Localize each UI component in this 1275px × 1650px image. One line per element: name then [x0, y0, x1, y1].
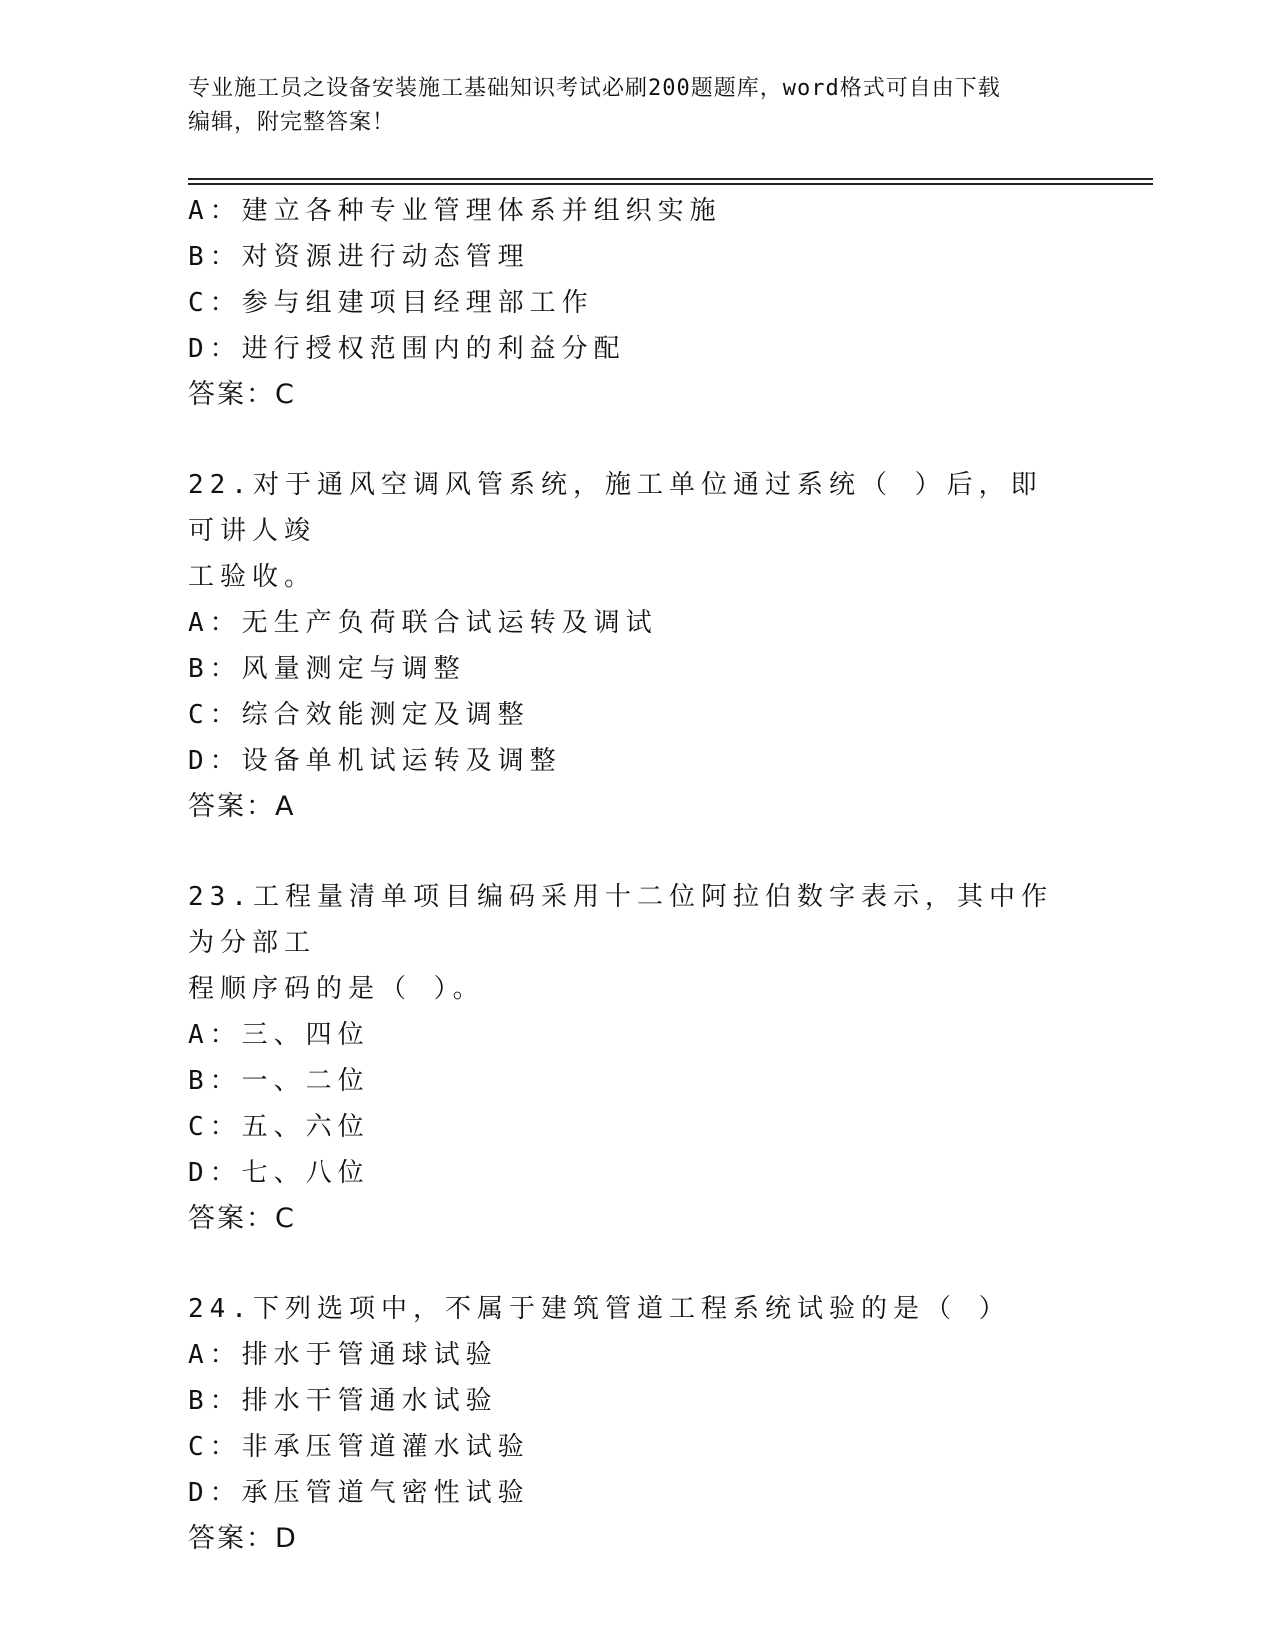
option-c: C：综合效能测定及调整	[188, 700, 530, 730]
option-b: B：排水干管通水试验	[188, 1386, 498, 1416]
answer-line: 答案：C	[188, 379, 296, 410]
question-24	[188, 1286, 1088, 1562]
question-21-continued	[188, 188, 1088, 418]
question-list	[188, 188, 1088, 1606]
question-stem-line-1: 23.工程量清单项目编码采用十二位阿拉伯数字表示，其中作为分部工	[188, 882, 1053, 958]
option-c: C：五、六位	[188, 1112, 370, 1142]
header-divider-top	[188, 178, 1153, 180]
question-stem-line-2: 工验收。	[188, 562, 317, 592]
option-d: D：七、八位	[188, 1158, 370, 1188]
document-header	[188, 72, 1088, 140]
option-b: B：对资源进行动态管理	[188, 242, 530, 272]
option-b: B：风量测定与调整	[188, 654, 466, 684]
question-22	[188, 462, 1088, 830]
header-line-2: 编辑，附完整答案！	[188, 110, 396, 135]
option-d: D：承压管道气密性试验	[188, 1478, 530, 1508]
question-stem-line-1: 22.对于通风空调风管系统，施工单位通过系统（ ）后，即可讲人竣	[188, 470, 1043, 546]
option-a: A：无生产负荷联合试运转及调试	[188, 608, 658, 638]
header-divider-bottom	[188, 183, 1153, 185]
option-c: C：参与组建项目经理部工作	[188, 288, 594, 318]
option-a: A：三、四位	[188, 1020, 370, 1050]
question-stem-line-1: 24.下列选项中，不属于建筑管道工程系统试验的是（ ）	[188, 1294, 1011, 1324]
answer-line: 答案：C	[188, 1203, 296, 1234]
answer-line: 答案：A	[188, 791, 296, 822]
option-a: A：建立各种专业管理体系并组织实施	[188, 196, 722, 226]
option-c: C：非承压管道灌水试验	[188, 1432, 530, 1462]
answer-line: 答案：D	[188, 1523, 298, 1554]
question-23	[188, 874, 1088, 1242]
question-stem-line-2: 程顺序码的是（ ）。	[188, 974, 485, 1004]
option-d: D：设备单机试运转及调整	[188, 746, 562, 776]
option-d: D：进行授权范围内的利益分配	[188, 334, 626, 364]
option-b: B：一、二位	[188, 1066, 370, 1096]
option-a: A：排水于管通球试验	[188, 1340, 498, 1370]
header-line-1: 专业施工员之设备安装施工基础知识考试必刷200题题库，word格式可自由下载	[188, 76, 1001, 101]
